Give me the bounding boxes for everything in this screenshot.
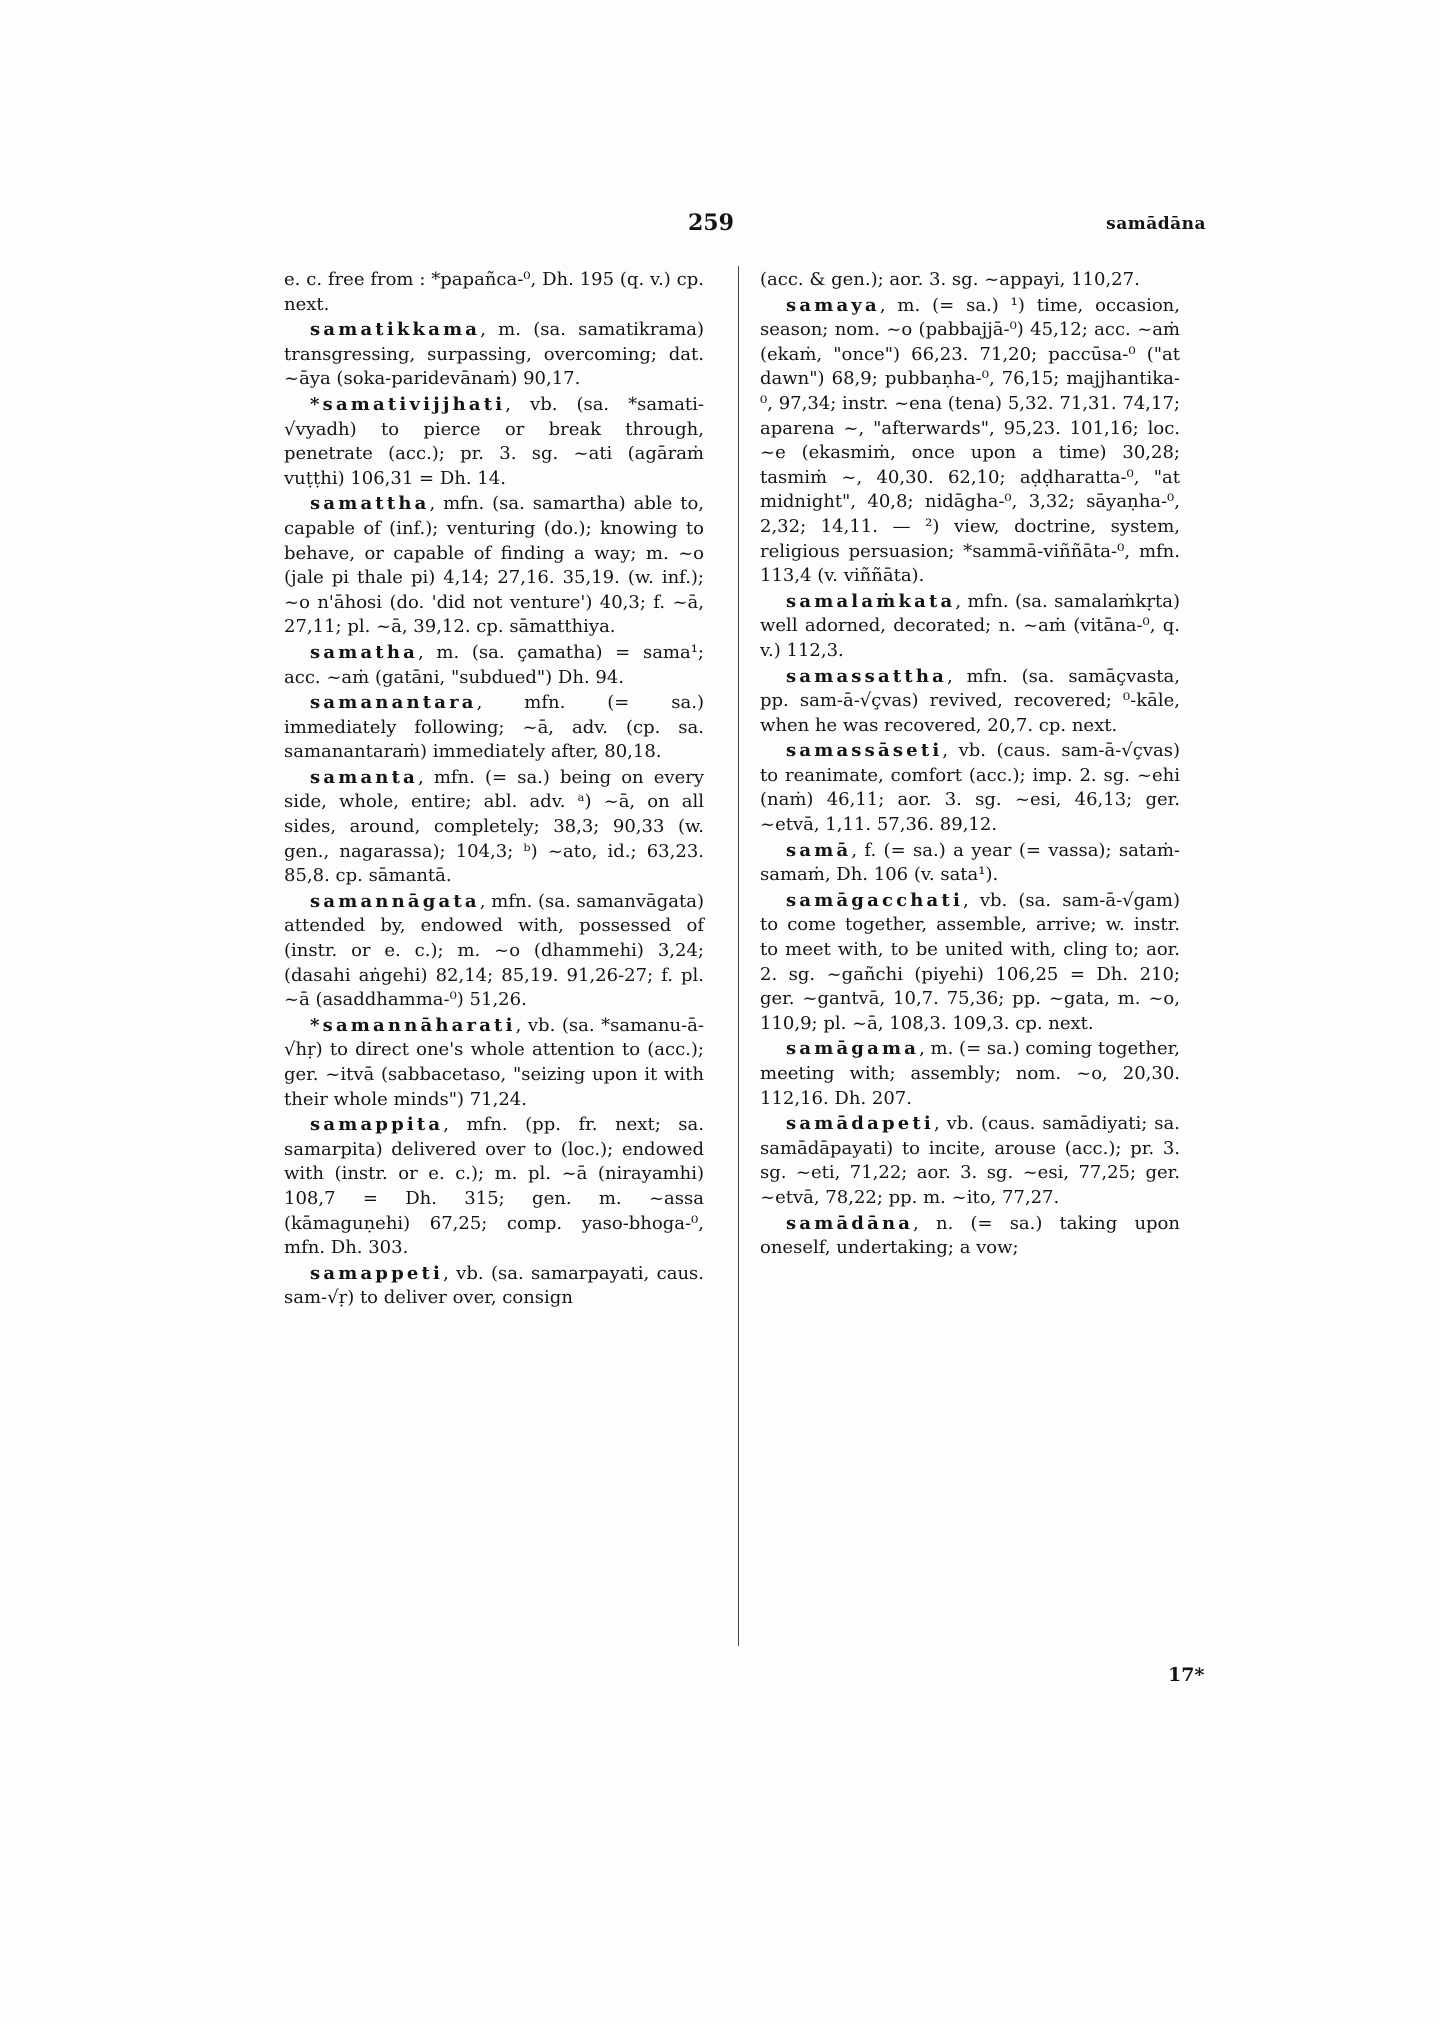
headword: samādapeti [786, 1113, 934, 1135]
right-column [760, 268, 1180, 1262]
headword: samaya [786, 294, 880, 316]
dictionary-entry: samalaṁkata, mfn. (sa. samalaṁkṛta) well adorned, decorated; n. ~aṁ (vitāna-⁰, q. v.) 112,3. [760, 590, 1180, 661]
dictionary-entry: samappita, mfn. (pp. fr. next; sa. samarpita) delivered over to (loc.); endowed with (instr. or e. c.); m. pl. ~ā (nirayamhi) 108,7 = Dh. 315; gen. m. ~assa (kāmaguṇehi) 67,25; comp. yaso-bhoga-⁰, mfn. Dh. 303. [284, 1114, 704, 1259]
dictionary-entry: samassattha, mfn. (sa. samāçvasta, pp. sam-ā-√çvas) revived, recovered; ⁰-kāle, when he was recovered, 20,7. cp. next. [760, 665, 1180, 736]
dictionary-entry: samāgacchati, vb. (sa. sam-ā-√gam) to come together, assemble, arrive; w. instr. to meet with, to be united with, cling to; aor. 2. sg. ~gañchi (piyehi) 106,25 = Dh. 210; ger. ~gantvā, 10,7. 75,36; pp. ~gata, m. ~o, 110,9; pl. ~ā, 108,3. 109,3. cp. next. [760, 889, 1180, 1034]
headword: samatha [310, 641, 418, 663]
headword: samā [786, 839, 852, 861]
dictionary-entry: samannāgata, mfn. (sa. samanvāgata) attended by, endowed with, possessed of (instr. or e. c.); m. ~o (dhammehi) 3,24; (dasahi aṅgehi) 82,14; 85,19. 91,26-27; f. pl. ~ā (asaddhamma-⁰) 51,26. [284, 890, 704, 1011]
dictionary-entry: samanantara, mfn. (= sa.) immediately following; ~ā, adv. (cp. sa. samanantaraṁ) immediately after, 80,18. [284, 692, 704, 763]
dictionary-entry: *samannāharati, vb. (sa. *samanu-ā-√hṛ) to direct one's whole attention to (acc.); ger. ~itvā (sabbacetaso, "seizing upon it with their whole minds") 71,24. [284, 1014, 704, 1110]
dictionary-entry: samāgama, m. (= sa.) coming together, meeting with; assembly; nom. ~o, 20,30. 112,16. Dh. 207. [760, 1038, 1180, 1109]
dictionary-entry: samatha, m. (sa. çamatha) = sama¹; acc. ~aṁ (gatāni, "subdued") Dh. 94. [284, 641, 704, 688]
dictionary-entry: samaya, m. (= sa.) ¹) time, occasion, season; nom. ~o (pabbajjā-⁰) 45,12; acc. ~aṁ (ekaṁ, "once") 66,23. 71,20; paccūsa-⁰ ("at dawn") 68,9; pubbaṇha-⁰, 76,15; majjhantika-⁰, 97,34; instr. ~ena (tena) 5,32. 71,31. 74,17; aparena ~, "afterwards", 95,23. 101,16; loc. ~e (ekasmiṁ, once upon a time) 30,28; tasmiṁ ~, 40,30. 62,10; aḍḍharatta-⁰, "at midnight", 40,8; nidāgha-⁰, 3,32; sāyaṇha-⁰, 2,32; 14,11. — ²) view, doctrine, system, religious persuasion; *sammā-viññāta-⁰, mfn. 113,4 (v. viññāta). [760, 294, 1180, 587]
left-column [284, 268, 704, 1312]
headword: samattha [310, 493, 430, 515]
headword: samassāseti [786, 740, 943, 762]
dictionary-entry: samādāna, n. (= sa.) taking upon oneself, undertaking; a vow; [760, 1212, 1180, 1259]
signature-mark: 17* [1168, 1664, 1205, 1686]
running-head: samādāna [1106, 214, 1206, 234]
headword: samāgama [786, 1038, 920, 1060]
headword: samassattha [786, 665, 948, 687]
page-header [0, 210, 1440, 240]
dictionary-entry: samattha, mfn. (sa. samartha) able to, capable of (inf.); venturing (do.); knowing to behave, or capable of finding a way; m. ~o (jale pi thale pi) 4,14; 27,16. 35,19. (w. inf.); ~o n'āhosi (do. 'did not venture') 40,3; f. ~ā, 27,11; pl. ~ā, 39,12. cp. sāmatthiya. [284, 493, 704, 638]
headword: samanantara [310, 692, 477, 714]
headword: samalaṁkata [786, 590, 956, 612]
page-number: 259 [688, 210, 734, 236]
dictionary-entry: *samativijjhati, vb. (sa. *samati-√vyadh) to pierce or break through, penetrate (acc.); pr. 3. sg. ~ati (agāraṁ vuṭṭhi) 106,31 = Dh. 14. [284, 393, 704, 489]
dictionary-entry: samatikkama, m. (sa. samatikrama) transgressing, surpassing, overcoming; dat. ~āya (soka-paridevānaṁ) 90,17. [284, 319, 704, 390]
dictionary-entry: samā, f. (= sa.) a year (= vassa); sataṁ-samaṁ, Dh. 106 (v. sata¹). [760, 839, 1180, 886]
headword: *samativijjhati [310, 393, 506, 415]
headword: samāgacchati [786, 889, 963, 911]
column-divider [738, 266, 739, 1646]
headword: *samannāharati [310, 1014, 516, 1036]
dictionary-entry: samādapeti, vb. (caus. samādiyati; sa. samādāpayati) to incite, arouse (acc.); pr. 3. sg. ~eti, 71,22; aor. 3. sg. ~esi, 77,25; ger. ~etvā, 78,22; pp. m. ~ito, 77,27. [760, 1113, 1180, 1208]
headword: samādāna [786, 1212, 914, 1234]
headword: samappeti [310, 1262, 444, 1284]
headword: samannāgata [310, 890, 480, 912]
headword: samanta [310, 766, 418, 788]
dictionary-entry: samassāseti, vb. (caus. sam-ā-√çvas) to reanimate, comfort (acc.); imp. 2. sg. ~ehi (naṁ) 46,11; aor. 3. sg. ~esi, 46,13; ger. ~etvā, 1,11. 57,36. 89,12. [760, 740, 1180, 836]
dictionary-entry: (acc. & gen.); aor. 3. sg. ~appayi, 110,27. [760, 269, 1140, 290]
dictionary-entry: samanta, mfn. (= sa.) being on every side, whole, entire; abl. adv. ᵃ) ~ā, on all sides, around, completely; 38,3; 90,33 (w. gen., nagarassa); 104,3; ᵇ) ~ato, id.; 63,23. 85,8. cp. sāmantā. [284, 766, 704, 887]
headword: samatikkama [310, 319, 481, 341]
headword: samappita [310, 1114, 444, 1136]
dictionary-entry: samappeti, vb. (sa. samarpayati, caus. sam-√ṛ) to deliver over, consign [284, 1262, 704, 1309]
dictionary-entry: e. c. free from : *papañca-⁰, Dh. 195 (q. v.) cp. next. [284, 269, 704, 315]
